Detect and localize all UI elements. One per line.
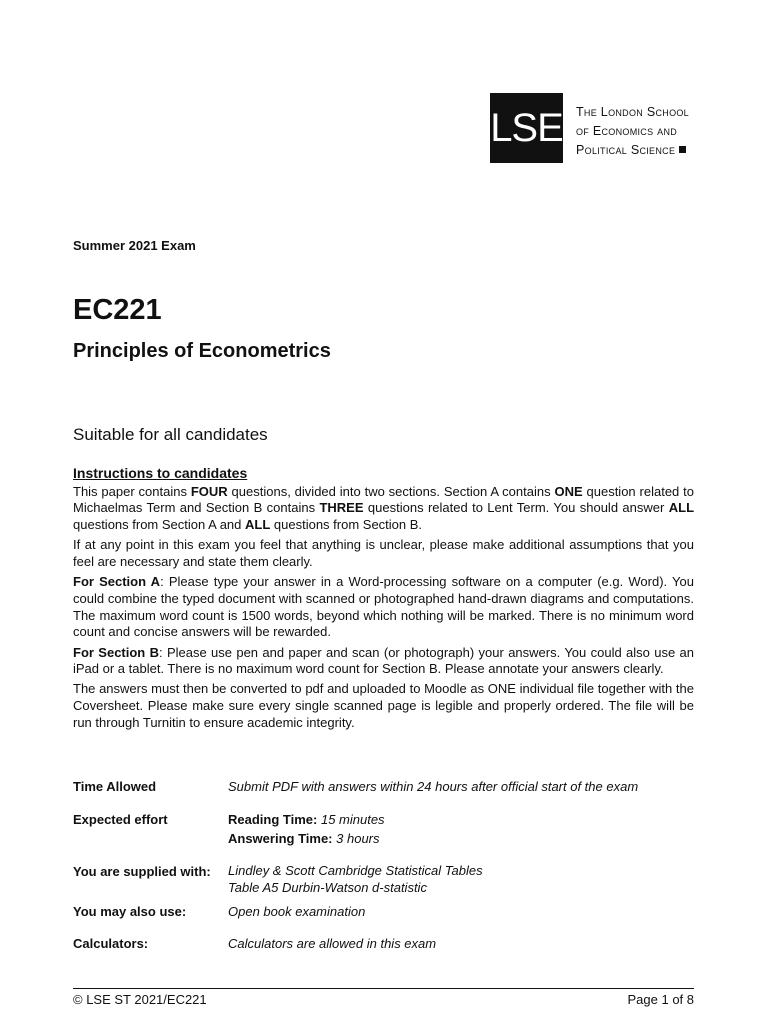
time-allowed-value <box>228 777 638 796</box>
instructions-paragraph-1 <box>73 484 694 534</box>
reading-time <box>228 810 385 829</box>
footer-page-number: Page 1 of 8 <box>627 992 694 1007</box>
also-use-label: You may also use: <box>73 904 187 919</box>
answering-time-label: Answering Time: <box>228 831 333 846</box>
instructions-paragraph-2: If at any point in this exam you feel that anything is unclear, please make additional assumptions that you feel are necessary and state them clearly. <box>73 537 694 570</box>
section-a-text: : Please type your answer in a Word-processing software on a computer (e.g. Word). You could combine the typed document with scanned or photographed hand-drawn diagrams and computations. The maximum word count is 1500 words, beyond which nothing will be marked. There is no minimum word count and concise answers will be rewarded. <box>73 574 694 640</box>
p1-bold-four: FOUR <box>190 483 228 499</box>
exam-period: Summer 2021 Exam <box>73 238 196 253</box>
answering-time <box>228 829 385 848</box>
course-title: Principles of Econometrics <box>73 340 331 362</box>
calculators-label: Calculators: <box>73 936 149 951</box>
supplied-item-1: Lindley & Scott Cambridge Statistical Tables <box>228 863 483 878</box>
instructions-section <box>73 465 694 735</box>
p1-text-k: questions from Section B. <box>270 517 423 533</box>
p1-bold-all-2: ALL <box>245 517 271 533</box>
p1-text-e: question related to Michaelmas Term and Section B contains <box>73 483 694 516</box>
instructions-paragraph-4 <box>73 645 694 678</box>
p1-bold-all-1: ALL <box>668 500 695 516</box>
calculators-text: Calculators are allowed in this exam <box>228 936 437 951</box>
instructions-paragraph-5: The answers must then be converted to pdf and uploaded to Moodle as ONE individual file together with the Coversheet. Please make sure every single scanned page is legible and properly ordered. The file will be run through Turnitin to ensure academic integrity. <box>73 681 694 730</box>
instructions-heading: Instructions to candidates <box>73 465 248 481</box>
footer-divider <box>73 988 694 989</box>
instructions-paragraph-3 <box>73 574 694 641</box>
course-code: EC221 <box>73 294 162 326</box>
also-use-value <box>228 902 365 921</box>
lse-logo-text <box>576 103 689 160</box>
logo-line-3-text: Political Science <box>576 143 676 157</box>
supplied-value <box>228 862 483 896</box>
expected-effort-label: Expected effort <box>73 812 168 827</box>
section-b-label: For Section B <box>73 644 159 660</box>
p1-text-a: This paper contains <box>73 483 191 499</box>
logo-line-3 <box>576 141 689 160</box>
p1-bold-one: ONE <box>554 483 583 499</box>
section-b-text: : Please use pen and paper and scan (or photograph) your answers. You could also use an iPad or a tablet. There is no maximum word count for Section B. Please annotate your answers clearly. <box>73 644 694 677</box>
time-allowed-text: Submit PDF with answers within 24 hours after official start of the exam <box>228 779 639 794</box>
logo-line-2: of Economics and <box>576 124 678 138</box>
logo-line-1: The London School <box>576 105 689 119</box>
p1-bold-three: THREE <box>319 500 364 516</box>
logo-square-icon <box>679 146 686 153</box>
also-use-text: Open book examination <box>228 904 366 919</box>
lse-logo-mark: LSE <box>490 93 563 163</box>
supplied-item-2: Table A5 Durbin-Watson d-statistic <box>228 880 427 895</box>
p1-text-c: questions, divided into two sections. Section A contains <box>227 483 555 499</box>
answering-time-value: 3 hours <box>336 831 380 846</box>
p1-text-i: questions from Section A and <box>73 517 245 533</box>
section-a-label: For Section A <box>73 574 161 590</box>
reading-time-value: 15 minutes <box>320 812 385 827</box>
expected-effort-value <box>228 810 385 848</box>
suitability-note: Suitable for all candidates <box>73 425 268 444</box>
time-allowed-label: Time Allowed <box>73 779 157 794</box>
calculators-value <box>228 934 436 953</box>
p1-text-g: questions related to Lent Term. You should answer <box>363 500 669 516</box>
supplied-label: You are supplied with: <box>73 864 211 879</box>
reading-time-label: Reading Time: <box>228 812 318 827</box>
footer-copyright: © LSE ST 2021/EC221 <box>73 992 207 1007</box>
